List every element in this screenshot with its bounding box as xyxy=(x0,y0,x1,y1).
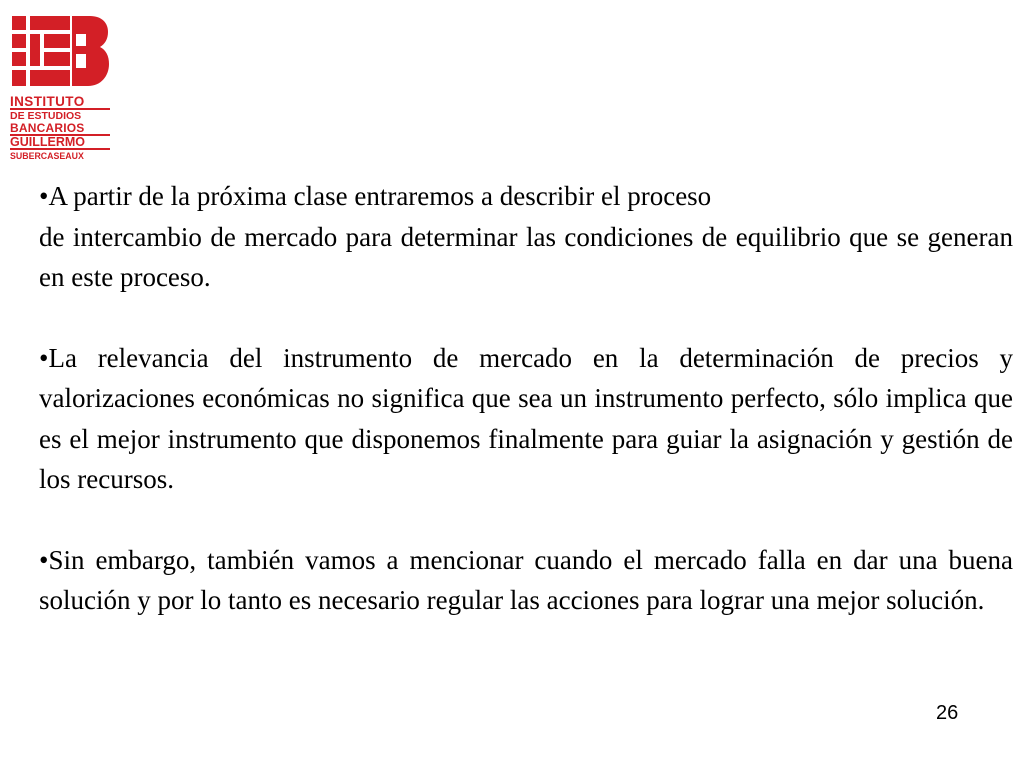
logo-line-1: INSTITUTO xyxy=(10,96,110,110)
logo-wordmark xyxy=(10,96,110,162)
logo-line-5: SUBERCASEAUX xyxy=(10,151,84,161)
bullet-1-rest: de intercambio de mercado para determinar las condiciones de equilibrio que se generan en este proceso. xyxy=(39,221,1013,292)
page-number: 26 xyxy=(936,702,959,724)
logo-line-2: DE ESTUDIOS xyxy=(10,110,82,122)
slide-body xyxy=(39,176,1013,621)
bullet-1-first-line: •A partir de la próxima clase entraremos a describir el proceso xyxy=(39,181,712,211)
bullet-paragraph-3: •Sin embargo, también vamos a mencionar cuando el mercado falla en dar una buena solución y por lo tanto es necesario regular las acciones para lograr una mejor solución. xyxy=(39,544,1013,615)
ieb-logo-mark-icon xyxy=(10,12,110,92)
logo-line-4: GUILLERMO xyxy=(10,134,110,150)
logo-line-3: BANCARIOS xyxy=(10,121,85,135)
bullet-paragraph-1 xyxy=(39,176,1013,298)
bullet-paragraph-2: •La relevancia del instrumento de mercado en la determinación de precios y valorizaciones económicas no significa que sea un instrumento perfecto, sólo implica que es el mejor instrumento que disponemos finalmente para guiar la asignación y gestión de los recursos. xyxy=(39,342,1013,494)
institute-logo xyxy=(10,12,110,162)
